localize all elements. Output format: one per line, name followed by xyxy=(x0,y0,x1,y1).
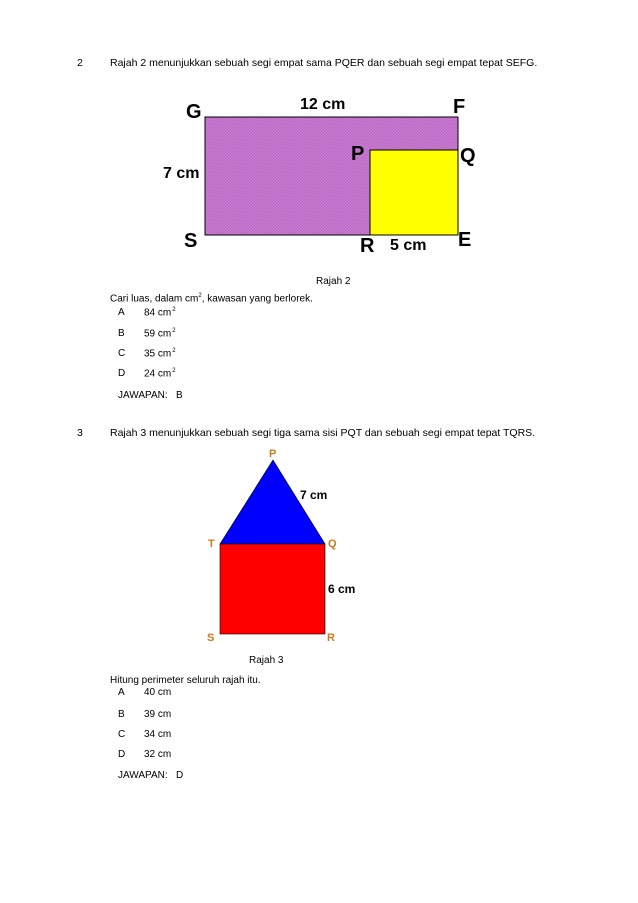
dim-6cm-q3: 6 cm xyxy=(328,582,356,596)
label-p: P xyxy=(351,143,365,165)
q2-question-sup: 2 xyxy=(198,293,202,299)
q2-number: 2 xyxy=(77,57,83,69)
q3-question: Hitung perimeter seluruh rajah itu. xyxy=(110,675,261,686)
q2-stem: Rajah 2 menunjukkan sebuah segi empat sama PQER dan sebuah segi empat tepat SEFG. xyxy=(110,57,538,69)
q2-option-letter: B xyxy=(118,328,125,339)
q2-option-value: 24 $cm^2$ xyxy=(144,368,176,380)
q2-option-value: 35 $cm^2$ xyxy=(144,348,176,360)
q2-question-post: , kawasan yang berlorek. xyxy=(201,293,313,305)
q3-stem: Rajah 3 menunjukkan sebuah segi tiga sama sisi PQT dan sebuah segi empat tepat TQRS. xyxy=(110,427,536,439)
q3-option-value: 32 cm xyxy=(144,749,172,760)
q2-option-value: 59 $cm^2$ xyxy=(144,328,176,340)
q3-option-letter: B xyxy=(118,709,125,720)
label-e: E xyxy=(458,229,472,251)
q3-option-value: 40 cm xyxy=(144,687,172,698)
q3-answer-value: D xyxy=(175,770,184,781)
q3-option-value: 39 cm xyxy=(144,709,172,720)
q3-option-value: 34 cm xyxy=(144,729,172,740)
square-pqer xyxy=(370,150,458,235)
q2-option-letter: C xyxy=(118,348,126,359)
label-s: S xyxy=(184,230,198,252)
dim-12cm: 12 cm xyxy=(300,96,346,113)
label-r3: R xyxy=(327,632,335,644)
dim-5cm: 5 cm xyxy=(390,237,427,254)
q2-question-pre: Cari luas, dalam cm xyxy=(110,293,199,305)
q3-option-letter: C xyxy=(118,729,126,740)
label-t3: T xyxy=(208,538,215,550)
label-q3: Q xyxy=(328,538,337,550)
q2-caption: Rajah 2 xyxy=(316,276,351,287)
q3-caption: Rajah 3 xyxy=(249,655,284,666)
q3-option-letter: A xyxy=(118,687,125,698)
dim-7cm-q3: 7 cm xyxy=(300,488,328,502)
q3-option-letter: D xyxy=(118,749,126,760)
q3-answer xyxy=(118,770,183,781)
label-q: Q xyxy=(460,145,476,167)
label-g: G xyxy=(186,101,202,123)
label-f: F xyxy=(453,96,466,118)
q2-option-letter: A xyxy=(118,307,125,318)
rectangle-tqrs xyxy=(220,544,325,634)
label-p3: P xyxy=(269,448,277,460)
q2-answer-value: B xyxy=(175,390,183,401)
q2-answer xyxy=(118,390,183,401)
q2-question xyxy=(110,293,313,304)
q3-answer-label: JAWAPAN: xyxy=(118,770,168,781)
q2-option-letter: D xyxy=(118,368,126,379)
label-r: R xyxy=(360,235,375,257)
triangle-pqt xyxy=(220,460,328,544)
q3-number: 3 xyxy=(77,427,83,439)
q2-answer-label: JAWAPAN: xyxy=(118,390,168,401)
dim-7cm: 7 cm xyxy=(163,165,200,182)
label-s3: S xyxy=(207,632,215,644)
q2-option-value: 84 $cm^2$ xyxy=(144,307,176,319)
